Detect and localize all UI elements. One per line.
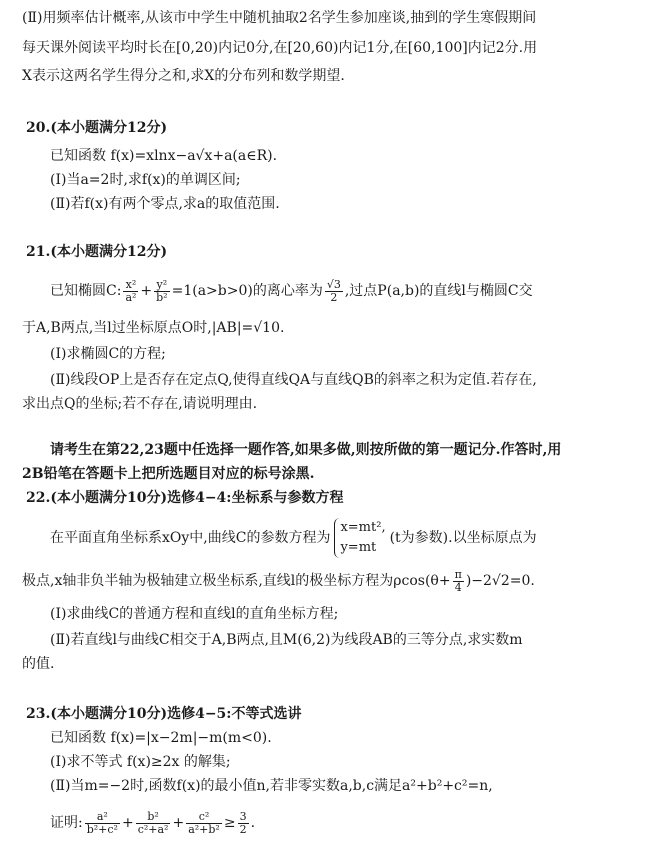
- q20-part2: (Ⅱ)若f(x)有两个零点,求a的取值范围.: [50, 196, 280, 212]
- frac-sqrt3-2: [325, 279, 343, 304]
- q23-given: 已知函数 f(x)=|x−2m|−m(m<0).: [50, 730, 272, 746]
- q22-header: 22.(本小题满分10分)选修4−4:坐标系与参数方程: [26, 490, 344, 506]
- frac-den: b²+c²: [86, 822, 118, 836]
- q23-prove-pre: 证明:: [50, 815, 83, 831]
- q19-part2-line3: X表示这两名学生得分之和,求X的分布列和数学期望.: [22, 68, 345, 84]
- q23-part2: (Ⅱ)当m=−2时,函数f(x)的最小值n,若非零实数a,b,c满足a²+b²+c²=n,: [50, 778, 493, 794]
- q22-part1: (Ⅰ)求曲线C的普通方程和直线l的直角坐标方程;: [50, 606, 339, 622]
- frac-den: a²: [125, 290, 137, 304]
- frac-num: π: [454, 567, 462, 581]
- param-eq2: y=mt: [340, 540, 377, 555]
- q23-header: 23.(本小题满分10分)选修4−5:不等式选讲: [26, 706, 302, 722]
- frac-num: c²: [186, 811, 222, 824]
- q22-part2-line1: (Ⅱ)若直线l与曲线C相交于A,B两点,且M(6,2)为线段AB的三等分点,求实数m: [50, 632, 523, 648]
- frac-3-2: [238, 811, 249, 836]
- choose-note-line2: 2B铅笔在答题卡上把所选题目对应的标号涂黑.: [22, 466, 315, 482]
- q21-given-post: ,过点P(a,b)的直线l与椭圆C交: [344, 283, 533, 299]
- plus-sign: +: [172, 815, 185, 831]
- q22-part2-line2: 的值.: [22, 656, 55, 672]
- frac-num: 3: [239, 809, 247, 823]
- q21-given-mid: =1(a>b>0)的离心率为: [171, 283, 323, 299]
- frac-num: b²: [136, 811, 171, 824]
- q23-end: .: [250, 815, 256, 831]
- frac-a2: [85, 811, 120, 836]
- frac-den: 2: [239, 822, 247, 836]
- q20-given: 已知函数 f(x)=xlnx−a√x+a(a∈R).: [50, 148, 278, 164]
- q21-part1: (Ⅰ)求椭圆C的方程;: [50, 346, 166, 362]
- param-system: [334, 518, 385, 558]
- q22-given-pre: 在平面直角坐标系xOy中,曲线C的参数方程为: [50, 530, 331, 546]
- q21-part2-line1: (Ⅱ)线段OP上是否存在定点Q,使得直线QA与直线QB的斜率之积为定值.若存在,: [50, 372, 537, 388]
- frac-den: a²+b²: [188, 822, 220, 836]
- frac-x2-a2: [123, 279, 138, 304]
- q22-line2-post: )−2√2=0.: [465, 573, 535, 589]
- frac-den: c²+a²: [137, 822, 169, 836]
- frac-num: a²: [85, 811, 120, 824]
- q22-given-post: (t为参数).以坐标原点为: [389, 530, 537, 546]
- q22-line2: [22, 566, 535, 596]
- frac-den: 4: [454, 580, 462, 594]
- q19-part2-line1: (Ⅱ)用频率估计概率,从该市中学生中随机抽取2名学生参加座谈,抽到的学生寒假期间: [22, 10, 537, 26]
- choose-note-line1: 请考生在第22,23题中任选择一题作答,如果多做,则按所做的第一题记分.作答时,用: [50, 442, 562, 458]
- frac-c2: [186, 811, 222, 836]
- q21-given: 已知椭圆C: $\frac{\text{x²}}{\text{a²}}$ + $\frac{\text{y²}}{\text{b²}}$ =1(a>b>0)的离心率为 $\frac{√3}{2}$ ,过点P(a,b)的直线l与椭圆C交: [50, 277, 533, 304]
- q22-given: [50, 516, 537, 560]
- frac-y2-b2: [154, 279, 169, 304]
- frac-num: y²: [154, 279, 169, 292]
- q23-part1: (Ⅰ)求不等式 f(x)≥2x 的解集;: [50, 754, 231, 770]
- frac-num: √3: [326, 277, 341, 291]
- q21-given-pre: 已知椭圆C:: [50, 283, 122, 299]
- q22-line2-pre: 极点,x轴非负半轴为极轴建立极坐标系,直线l的极坐标方程为ρcos(θ+: [22, 573, 451, 589]
- frac-num: x²: [123, 279, 138, 292]
- frac-den: 2: [330, 290, 338, 304]
- frac-den: b²: [156, 290, 168, 304]
- q21-part2-line2: 求出点Q的坐标;若不存在,请说明理由.: [22, 396, 258, 412]
- q20-part1: (Ⅰ)当a=2时,求f(x)的单调区间;: [50, 172, 241, 188]
- q19-part2-line2: 每天课外阅读平均时长在[0,20)内记0分,在[20,60)内记1分,在[60,100]内记2分.用: [22, 40, 538, 56]
- q21-header: 21.(本小题满分12分): [26, 244, 168, 260]
- q20-header: 20.(本小题满分12分): [26, 120, 168, 136]
- q21-line2: 于A,B两点,当l过坐标原点O时,|AB|=√10.: [22, 320, 285, 336]
- frac-b2: [136, 811, 171, 836]
- plus-sign: +: [121, 815, 134, 831]
- frac-pi-4: [453, 569, 464, 594]
- param-eq1: x=mt²,: [340, 520, 386, 535]
- q23-prove: [50, 806, 255, 840]
- geq-sign: ≥: [223, 815, 236, 831]
